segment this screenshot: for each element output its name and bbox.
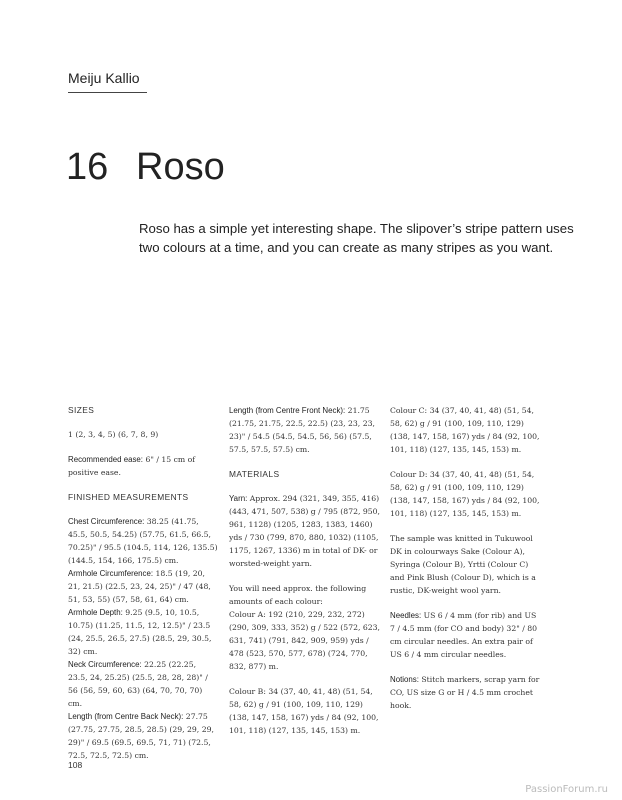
notions-label: Notions: xyxy=(390,675,419,684)
needles-label: Needles: xyxy=(390,611,422,620)
materials-heading: MATERIALS xyxy=(229,469,280,479)
yarn-paragraph xyxy=(229,492,381,570)
colour-d: Colour D: 34 (37, 40, 41, 48) (51, 54, 58, 62) g / 91 (100, 109, 110, 129) (138, 147, 158, 167) yds / 84 (92, 100, 101, 118) (127, 135, 145, 153) m. xyxy=(390,470,540,518)
length-back-neck-text: 27.75 (27.75, 27.75, 28.5, 28.5) (29, 29, 29, 29)" / 69.5 (69.5, 69.5, 71, 71) (72.5, 72.5, 72.5, 72.5) cm. xyxy=(68,712,214,760)
author-underline xyxy=(68,92,147,93)
neck-circumference xyxy=(68,658,218,710)
colour-c: Colour C: 34 (37, 40, 41, 48) (51, 54, 58, 62) g / 91 (100, 109, 110, 129) (138, 147, 158, 167) yds / 84 (92, 100, 101, 118) (127, 135, 145, 153) m. xyxy=(390,406,540,454)
neck-circumference-text: 22.25 (22.25, 23.5, 24, 25.25) (25.5, 28, 28, 28)" / 56 (56, 59, 60, 63) (64, 70, 70, 70) cm. xyxy=(68,660,208,708)
pattern-title: Roso xyxy=(136,146,225,188)
yarn-text: Approx. 294 (321, 349, 355, 416) (443, 471, 507, 538) g / 795 (872, 950, 961, 1128) (1205, 1283, 1383, 1460) yds / 730 (799, 870, 880, 1032) (1105, 1175, 1267, 1336) m in total of DK- or worsted-weight yarn. xyxy=(229,494,380,568)
armhole-circumference-text: 18.5 (19, 20, 21, 21.5) (22.5, 23, 24, 25)" / 47 (48, 51, 53, 55) (57, 58, 61, 64) cm. xyxy=(68,569,211,604)
ease-paragraph xyxy=(68,453,218,479)
armhole-circumference xyxy=(68,567,218,606)
sample-paragraph: The sample was knitted in Tukuwool DK in colourways Sake (Colour A), Syringa (Colour B), Yrtti (Colour C) and Pink Blush (Colour D), which is a rustic, DK-weight wool yarn. xyxy=(390,534,536,595)
author-name: Meiju Kallio xyxy=(68,70,140,86)
ease-label: Recommended ease: xyxy=(68,455,144,464)
needles-text: US 6 / 4 mm (for rib) and US 7 / 4.5 mm (for CO and body) 32" / 80 cm circular needles. An extra pair of US 6 / 4 mm circular needles. xyxy=(390,611,538,659)
column-left xyxy=(68,404,218,762)
chest-measurement xyxy=(68,515,218,567)
length-front-neck-text: 21.75 (21.75, 21.75, 22.5, 22.5) (23, 23, 23, 23)" / 54.5 (54.5, 54.5, 56, 56) (57.5, 57.5, 57.5, 57.5) cm. xyxy=(229,406,375,454)
column-right xyxy=(390,404,542,724)
notions-text: Stitch markers, scrap yarn for CO, US size G or H / 4.5 mm crochet hook. xyxy=(390,675,540,710)
watermark: PassionForum.ru xyxy=(525,784,608,795)
length-front-neck-label: Length (from Centre Front Neck): xyxy=(229,406,346,415)
colour-a: Colour A: 192 (210, 229, 232, 272) (290, 309, 333, 352) g / 522 (572, 623, 631, 741) (791, 842, 909, 959) yds / 478 (523, 570, 577, 678) (724, 770, 832, 877) m. xyxy=(229,610,380,671)
pattern-number: 16 xyxy=(66,146,109,188)
length-front-neck xyxy=(229,404,381,456)
chest-label: Chest Circumference: xyxy=(68,517,145,526)
finished-measurements-heading: FINISHED MEASUREMENTS xyxy=(68,492,189,502)
amounts-intro: You will need approx. the following amounts of each colour: xyxy=(229,584,367,606)
needles-paragraph xyxy=(390,609,542,661)
yarn-label: Yarn: xyxy=(229,494,248,503)
neck-circumference-label: Neck Circumference: xyxy=(68,660,142,669)
length-back-neck-label: Length (from Centre Back Neck): xyxy=(68,712,184,721)
armhole-depth xyxy=(68,606,218,658)
ease-text: 6" / 15 cm of positive ease. xyxy=(68,455,196,477)
armhole-circumference-label: Armhole Circumference: xyxy=(68,569,154,578)
notions-paragraph xyxy=(390,673,542,712)
colour-b: Colour B: 34 (37, 40, 41, 48) (51, 54, 58, 62) g / 91 (100, 109, 110, 129) (138, 147, 158, 167) yds / 84 (92, 100, 101, 118) (127, 135, 145, 153) m. xyxy=(229,687,379,735)
armhole-depth-label: Armhole Depth: xyxy=(68,608,123,617)
intro-paragraph: Roso has a simple yet interesting shape. The slipover’s stripe pattern uses two colours at a time, and you can create as many stripes as you want. xyxy=(139,221,574,255)
armhole-depth-text: 9.25 (9.5, 10, 10.5, 10.75) (11.25, 11.5, 12, 12.5)" / 23.5 (24, 25.5, 26.5, 27.5) (28.5, 29, 30.5, 32) cm. xyxy=(68,608,212,656)
sizes-heading: SIZES xyxy=(68,405,95,415)
chest-text: 38.25 (41.75, 45.5, 50.5, 54.25) (57.75, 61.5, 66.5, 70.25)" / 95.5 (104.5, 114, 126, 135.5) (144.5, 154, 166, 175.5) cm. xyxy=(68,517,218,565)
column-middle xyxy=(229,404,381,749)
sizes-list: 1 (2, 3, 4, 5) (6, 7, 8, 9) xyxy=(68,430,159,439)
length-back-neck xyxy=(68,710,218,762)
page-number: 108 xyxy=(68,760,83,770)
